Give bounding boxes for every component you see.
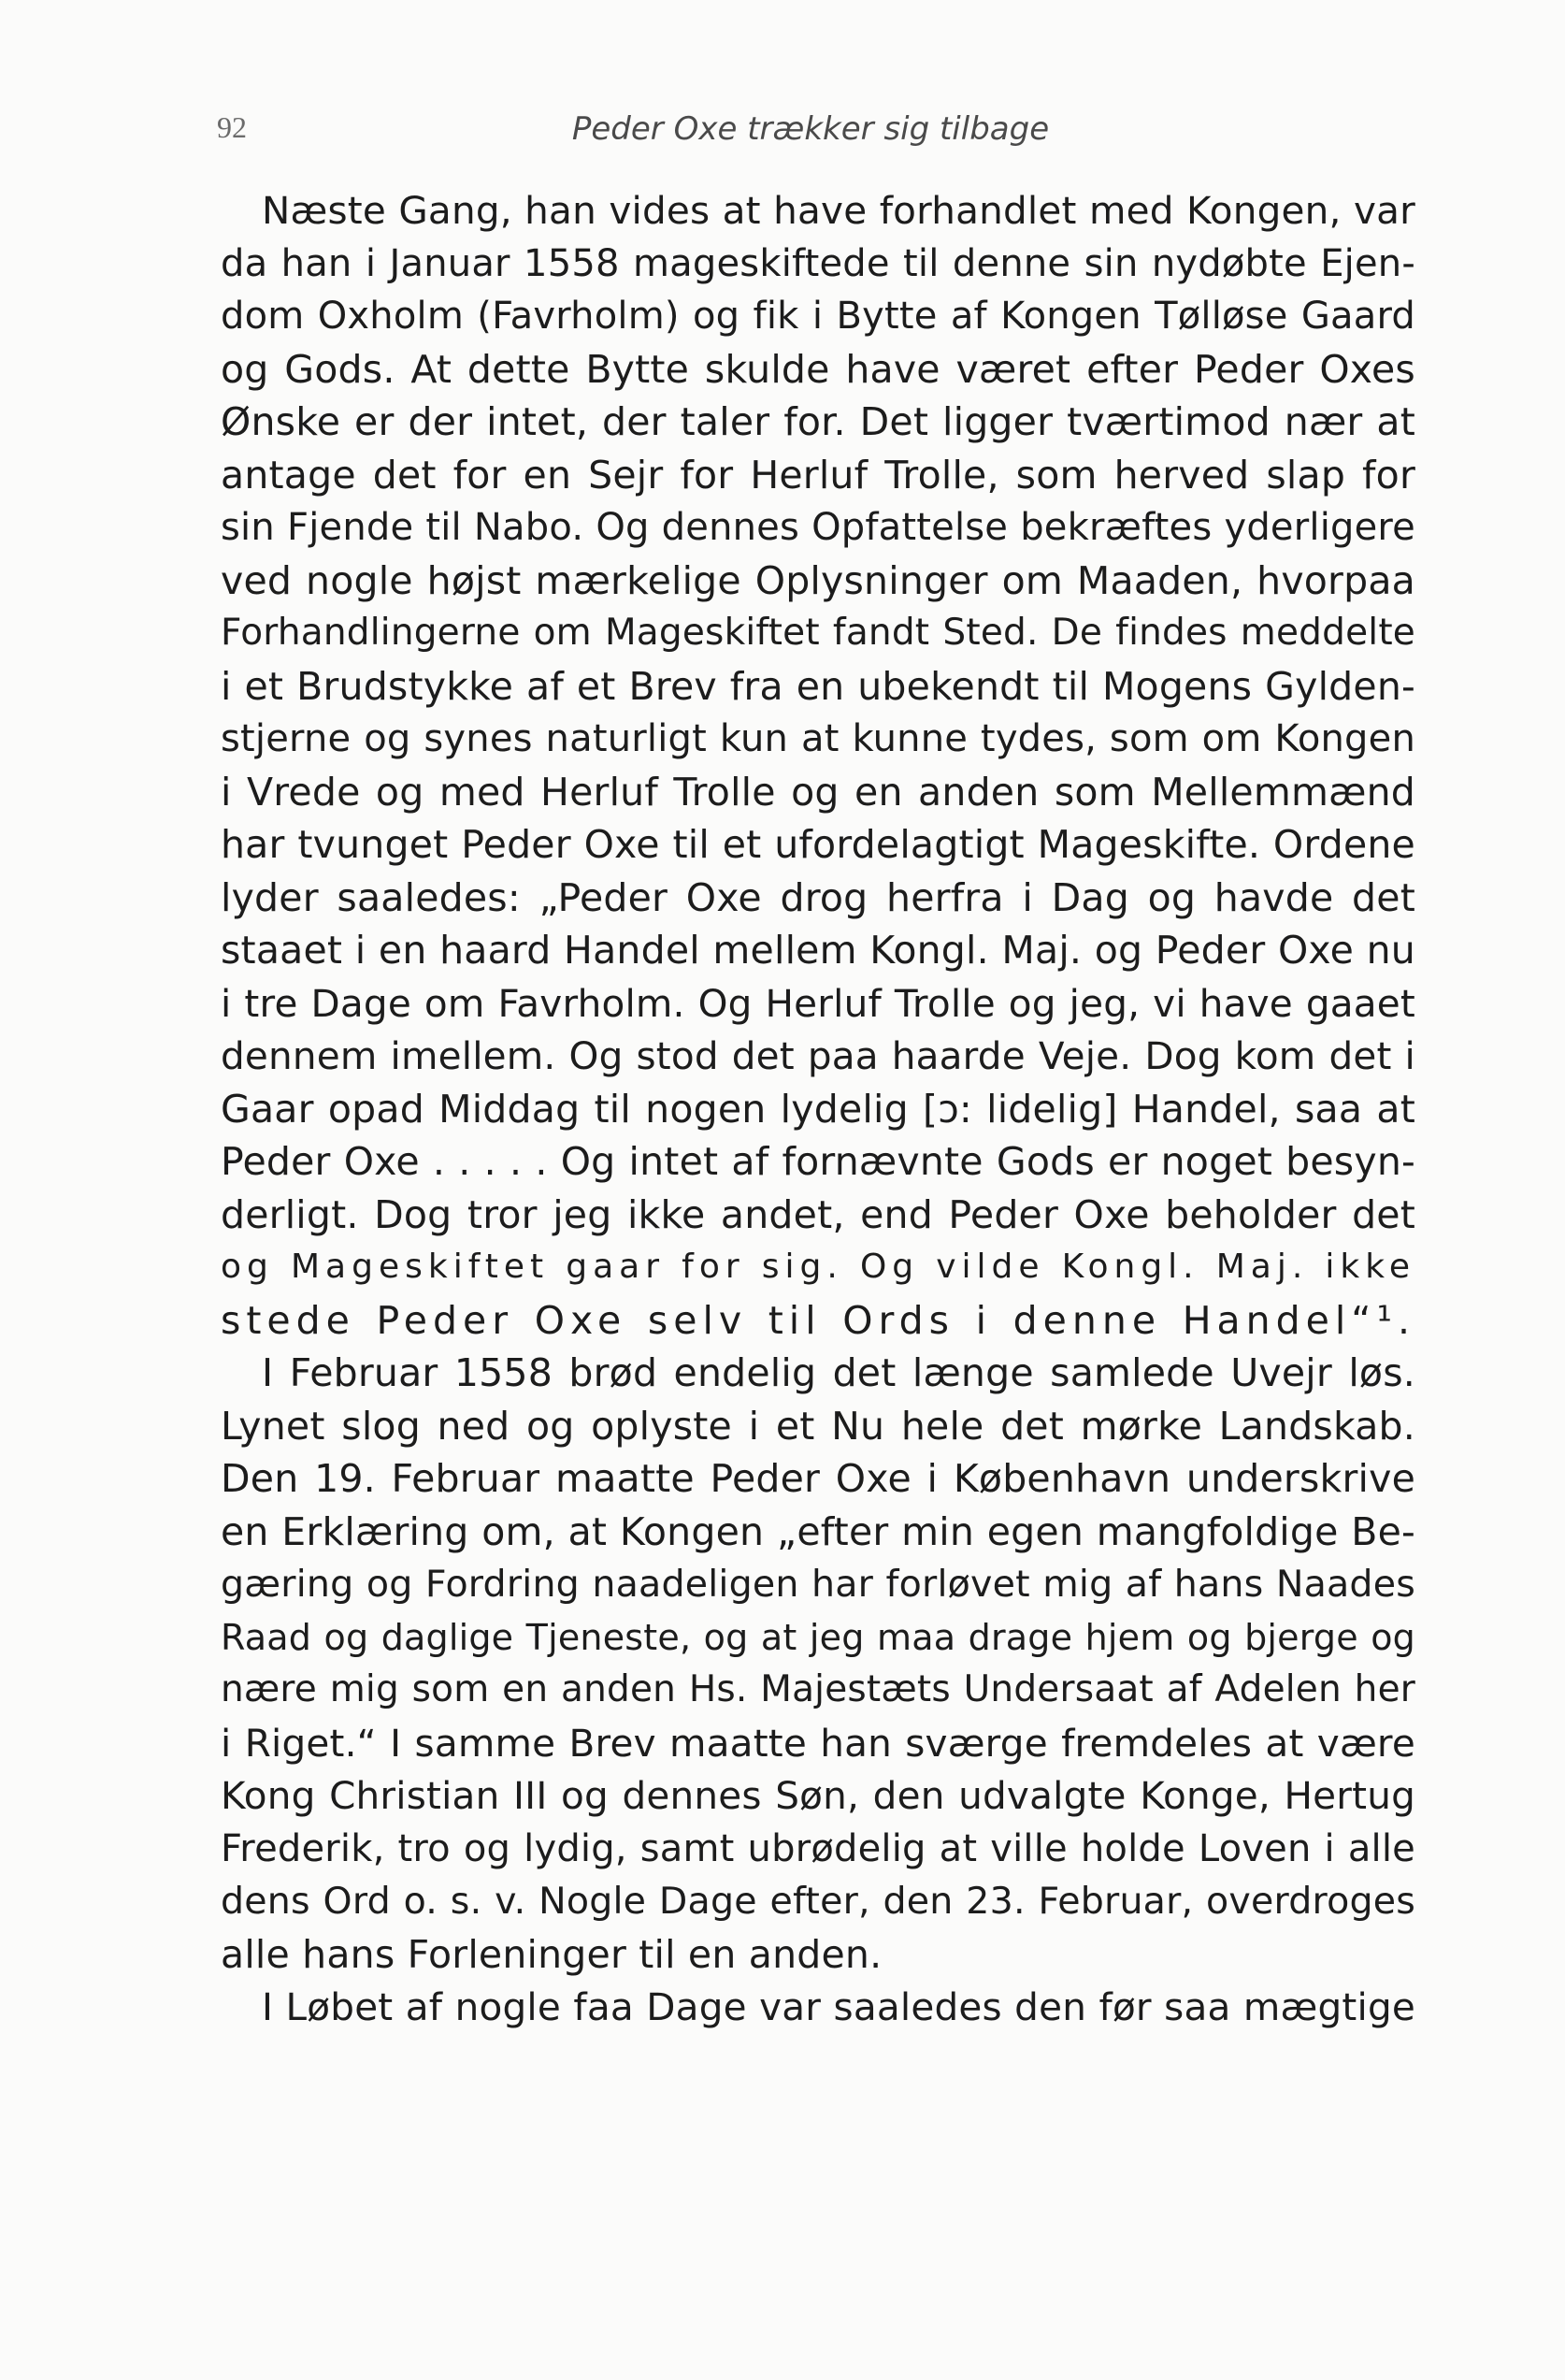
text-line: Kong Christian III og dennes Søn, den udvalgte Konge, Hertug xyxy=(221,1773,1415,1818)
text-line: Ønske er der intet, der taler for. Det ligger tværtimod nær at xyxy=(221,399,1415,444)
text-line: og Mageskiftet gaar for sig. Og vilde Kongl. Maj. ikke xyxy=(221,1248,1415,1286)
running-head-title: Peder Oxe trækker sig tilbage xyxy=(571,110,1050,148)
text-line: I Løbet af nogle faa Dage var saaledes den før saa mægtige xyxy=(262,1984,1415,2029)
text-line: lyder saaledes: „Peder Oxe drog herfra i Dag og havde det xyxy=(221,874,1415,920)
text-line: Lynet slog ned og oplyste i et Nu hele det mørke Landskab. xyxy=(221,1403,1415,1449)
text-line: Raad og daglige Tjeneste, og at jeg maa drage hjem og bjerge og xyxy=(221,1616,1415,1658)
text-line: i tre Dage om Favrholm. Og Herluf Trolle og jeg, vi have gaaet xyxy=(221,980,1415,1026)
text-line: Peder Oxe . . . . . Og intet af fornævnte Gods er noget besyn- xyxy=(221,1139,1415,1184)
text-line: og Gods. At dette Bytte skulde have været efter Peder Oxes xyxy=(221,346,1415,392)
text-line: gæring og Fordring naadeligen har forløvet mig af hans Naades xyxy=(221,1563,1415,1606)
text-line: Forhandlingerne om Mageskiftet fandt Sted. De findes meddelte xyxy=(221,612,1415,654)
text-line: i et Brudstykke af et Brev fra en ubekendt til Mogens Gylden- xyxy=(221,663,1415,709)
text-line: dom Oxholm (Favrholm) og fik i Bytte af Kongen Tølløse Gaard xyxy=(221,295,1415,338)
text-line: Frederik, tro og lydig, samt ubrødelig at ville holde Loven i alle xyxy=(221,1826,1415,1870)
text-line: i Riget.“ I samme Brev maatte han sværge fremdeles at være xyxy=(221,1720,1415,1766)
text-line: derligt. Dog tror jeg ikke andet, end Peder Oxe beholder det xyxy=(221,1191,1415,1237)
text-line: Næste Gang, han vides at have forhandlet med Kongen, var xyxy=(262,188,1415,233)
text-line: en Erklæring om, at Kongen „efter min egen mangfoldige Be- xyxy=(221,1508,1415,1554)
body-text xyxy=(221,184,1415,2034)
text-line: stede Peder Oxe selv til Ords i denne Handel“¹. xyxy=(221,1297,1415,1343)
text-line: ved nogle højst mærkelige Oplysninger om Maaden, hvorpaa xyxy=(221,557,1415,603)
text-line: Den 19. Februar maatte Peder Oxe i København underskrive xyxy=(221,1456,1415,1501)
text-line: I Februar 1558 brød endelig det længe samlede Uvejr løs. xyxy=(262,1350,1415,1395)
text-line: antage det for en Sejr for Herluf Trolle, som herved slap for xyxy=(221,452,1415,498)
text-line: staaet i en haard Handel mellem Kongl. Maj. og Peder Oxe nu xyxy=(221,928,1415,973)
page-number: 92 xyxy=(217,110,247,144)
running-head xyxy=(217,110,1404,157)
text-line: dennem imellem. Og stod det paa haarde Veje. Dog kom det i xyxy=(221,1033,1415,1078)
text-line: nære mig som en anden Hs. Majestæts Undersaat af Adelen her xyxy=(221,1668,1415,1710)
text-line: har tvunget Peder Oxe til et ufordelagtigt Mageskifte. Ordene xyxy=(221,822,1415,867)
text-line: dens Ord o. s. v. Nogle Dage efter, den 23. Februar, overdroges xyxy=(221,1880,1415,1923)
text-line: Gaar opad Middag til nogen lydelig [ↄ: lidelig] Handel, saa at xyxy=(221,1086,1415,1132)
text-line: i Vrede og med Herluf Trolle og en anden som Mellemmænd xyxy=(221,769,1415,815)
text-line: da han i Januar 1558 mageskiftede til denne sin nydøbte Ejen- xyxy=(221,241,1415,285)
text-line: sin Fjende til Nabo. Og dennes Opfattelse bekræftes yderligere xyxy=(221,506,1415,549)
text-line: stjerne og synes naturligt kun at kunne tydes, som om Kongen xyxy=(221,717,1415,760)
text-line: alle hans Forleninger til en anden. xyxy=(221,1931,883,1977)
